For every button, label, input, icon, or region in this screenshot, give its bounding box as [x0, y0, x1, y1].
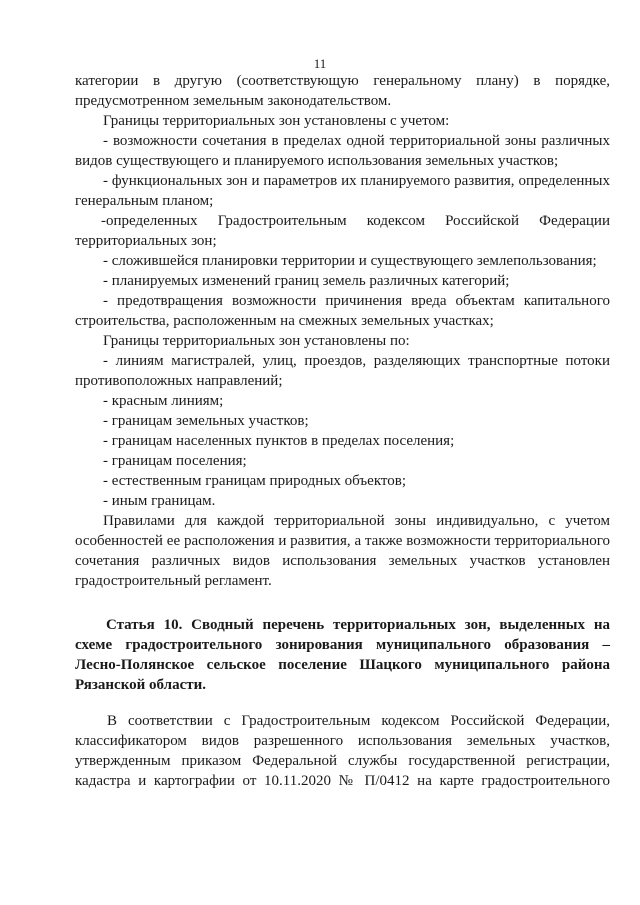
paragraph: В соответствии с Градостроительным кодексом Российской Федерации, классификатором видов разрешенного использования земельных участков, утвержденным приказом Федеральной службы государственной регистрации, кадастра и картографии от 10.11.2020 № П/0412 на карте градостроительного [75, 713, 610, 789]
article-heading: Статья 10. Сводный перечень территориальных зон, выделенных на схеме градостроительного зонирования муниципального образования – Лесно-Полянское сельское поселение Шацкого муниципального района Рязанской области. [75, 617, 610, 693]
list-item: - сложившейся планировки территории и существующего землепользования; [103, 253, 597, 269]
list-item: - предотвращения возможности причинения вреда объектам капитального строительства, расположенным на смежных земельных участках; [75, 293, 610, 329]
paragraph: категории в другую (соответствующую генеральному плану) в порядке, предусмотренном земельным законодательством. [75, 73, 610, 109]
paragraph: Границы территориальных зон установлены по: [103, 333, 410, 349]
document-body [75, 71, 610, 791]
paragraph: Правилами для каждой территориальной зоны индивидуально, с учетом особенностей ее расположения и развития, а также возможности территориального сочетания различных видов использования земельных участков установлен градостроительный регламент. [75, 513, 610, 589]
list-item: - границам населенных пунктов в пределах поселения; [103, 433, 455, 449]
list-item: - функциональных зон и параметров их планируемого развития, определенных генеральным планом; [75, 173, 610, 209]
list-item: - естественным границам природных объектов; [103, 473, 407, 489]
list-item: - границам земельных участков; [103, 413, 309, 429]
list-item: - возможности сочетания в пределах одной территориальной зоны различных видов существующего и планируемого использования земельных участков; [75, 133, 610, 169]
list-item: -определенных Градостроительным кодексом Российской Федерации территориальных зон; [75, 213, 610, 249]
list-item: - границам поселения; [103, 453, 247, 469]
list-item: - линиям магистралей, улиц, проездов, разделяющих транспортные потоки противоположных направлений; [75, 353, 610, 389]
list-item: - красным линиям; [103, 393, 224, 409]
list-item: - планируемых изменений границ земель различных категорий; [103, 273, 510, 289]
paragraph: Границы территориальных зон установлены с учетом: [103, 113, 450, 129]
page-number: 11 [313, 56, 327, 71]
list-item: - иным границам. [103, 493, 216, 509]
